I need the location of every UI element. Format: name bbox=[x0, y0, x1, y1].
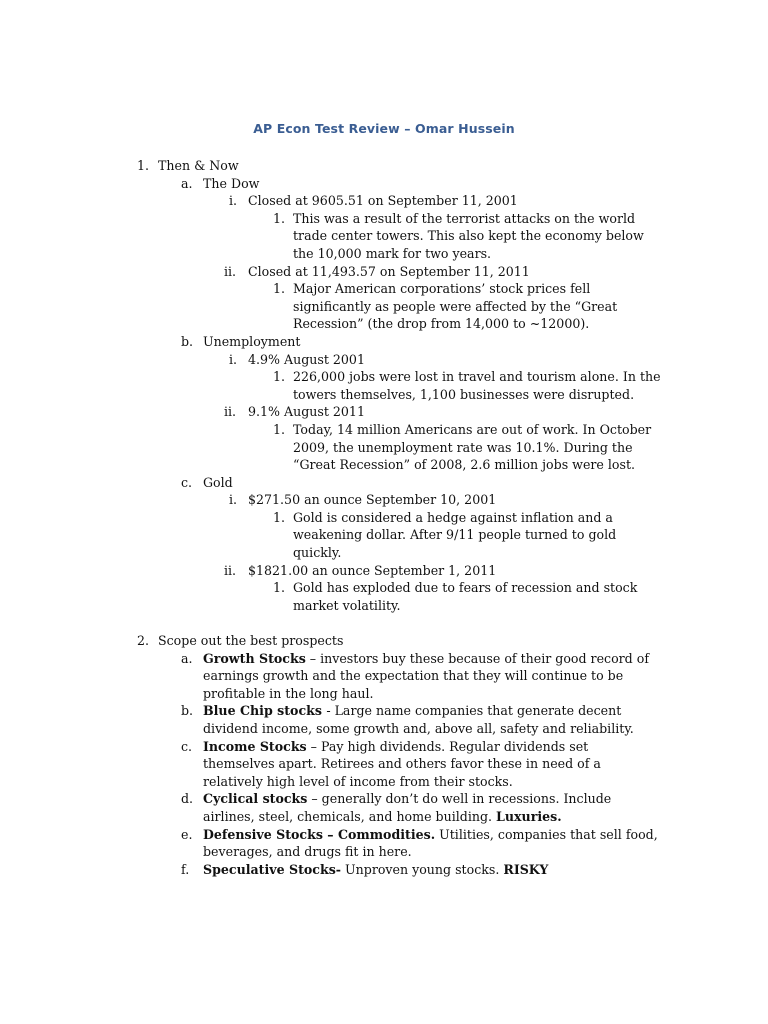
list-item bbox=[0, 826, 768, 861]
section-heading: Then & Now bbox=[158, 158, 239, 173]
term: Income Stocks bbox=[203, 738, 307, 754]
list-item bbox=[0, 192, 768, 210]
list-item bbox=[0, 579, 768, 614]
subsection-dow bbox=[0, 175, 768, 193]
section-then-and-now bbox=[0, 157, 768, 175]
definition: – investors buy these because of their good record of earnings growth and the expectation that they will continue to be profitable in the long haul. bbox=[203, 650, 649, 701]
page-title: AP Econ Test Review – Omar Hussein bbox=[253, 121, 515, 136]
list-marker: c. bbox=[181, 474, 193, 490]
list-item-text: 226,000 jobs were lost in travel and tourism alone. In the towers themselves, 1,100 businesses were disrupted. bbox=[293, 369, 661, 402]
list-marker: e. bbox=[181, 826, 193, 842]
list-marker: ii. bbox=[224, 263, 237, 279]
list-marker: 1. bbox=[273, 281, 286, 297]
outline bbox=[0, 157, 768, 878]
list-item bbox=[0, 509, 768, 562]
list-marker: d. bbox=[181, 791, 194, 807]
list-item bbox=[0, 650, 768, 703]
list-item-text: 9.1% August 2011 bbox=[248, 404, 365, 420]
list-item bbox=[0, 491, 768, 509]
definition: Unproven young stocks. bbox=[341, 861, 504, 877]
definition: Utilities, companies that sell food, beverages, and drugs fit in here. bbox=[203, 826, 658, 860]
list-item-text bbox=[203, 738, 658, 791]
list-marker: 1. bbox=[273, 369, 286, 385]
list-marker: 1. bbox=[273, 421, 286, 437]
list-item-text bbox=[203, 650, 658, 703]
term: Blue Chip stocks bbox=[203, 703, 327, 719]
list-marker: i. bbox=[229, 492, 238, 508]
list-marker: i. bbox=[229, 193, 238, 209]
subsection-gold bbox=[0, 474, 768, 492]
definition: – Pay high dividends. Regular dividends set themselves apart. Retirees and others favor these in need of a relatively high level of income from their stocks. bbox=[203, 738, 601, 789]
list-item-text: Major American corporations’ stock prices fell significantly as people were affected by the “Great Recession” (the drop from 14,000 to ~12000). bbox=[293, 281, 618, 332]
list-marker: b. bbox=[181, 703, 194, 719]
list-item bbox=[0, 403, 768, 421]
list-item bbox=[0, 280, 768, 333]
list-item-text bbox=[203, 861, 658, 879]
list-marker: ii. bbox=[224, 562, 237, 578]
list-item bbox=[0, 368, 768, 403]
list-item bbox=[0, 421, 768, 474]
term: Growth Stocks bbox=[203, 650, 306, 666]
emphasis: RISKY bbox=[503, 861, 549, 877]
list-item bbox=[0, 263, 768, 281]
list-item-text: Closed at 11,493.57 on September 11, 2011 bbox=[248, 263, 530, 279]
list-item-text bbox=[203, 826, 658, 861]
list-item-text: This was a result of the terrorist attacks on the world trade center towers. This also kept the economy below the 10,000 mark for two years. bbox=[293, 210, 644, 261]
subsection-heading: Unemployment bbox=[203, 333, 301, 349]
subsection-unemployment bbox=[0, 333, 768, 351]
list-item-text: Gold has exploded due to fears of recession and stock market volatility. bbox=[293, 580, 638, 613]
list-item bbox=[0, 790, 768, 825]
list-marker: ii. bbox=[224, 404, 237, 420]
list-item bbox=[0, 562, 768, 580]
list-marker: a. bbox=[181, 175, 193, 191]
list-marker: 1. bbox=[137, 158, 150, 173]
list-marker: i. bbox=[229, 351, 238, 367]
term: Defensive Stocks – Commodities. bbox=[203, 826, 436, 842]
term: Cyclical stocks bbox=[203, 791, 308, 807]
list-marker: 2. bbox=[137, 633, 150, 649]
list-item-text: $271.50 an ounce September 10, 2001 bbox=[248, 492, 497, 508]
list-marker: 1. bbox=[273, 509, 286, 525]
list-item bbox=[0, 861, 768, 879]
emphasis: Luxuries. bbox=[496, 808, 562, 824]
list-marker: 1. bbox=[273, 580, 286, 596]
list-item-text bbox=[203, 702, 658, 737]
term: Speculative Stocks- bbox=[203, 861, 342, 877]
list-item bbox=[0, 702, 768, 737]
list-item bbox=[0, 210, 768, 263]
definition: - Large name companies that generate decent dividend income, some growth and, above all, safety and reliability. bbox=[203, 703, 634, 736]
definition: – generally don’t do well in recessions. Include airlines, steel, chemicals, and home building. bbox=[203, 791, 612, 824]
list-marker: c. bbox=[181, 738, 193, 754]
list-item-text: $1821.00 an ounce September 1, 2011 bbox=[248, 562, 497, 578]
section-best-prospects bbox=[0, 632, 768, 650]
list-marker: 1. bbox=[273, 210, 286, 226]
list-item-text: Closed at 9605.51 on September 11, 2001 bbox=[248, 193, 518, 209]
spacer bbox=[0, 614, 768, 632]
list-marker: f. bbox=[181, 861, 190, 877]
list-item-text bbox=[203, 790, 658, 825]
list-item bbox=[0, 738, 768, 791]
list-marker: b. bbox=[181, 333, 194, 349]
list-item bbox=[0, 351, 768, 369]
list-item-text: Gold is considered a hedge against inflation and a weakening dollar. After 9/11 people turned to gold quickly. bbox=[293, 509, 617, 561]
list-marker: a. bbox=[181, 650, 193, 666]
list-item-text: Today, 14 million Americans are out of work. In October 2009, the unemployment rate was 10.1%. During the “Great Recession” of 2008, 2.6 million jobs were lost. bbox=[293, 421, 652, 473]
subsection-heading: The Dow bbox=[203, 175, 260, 191]
list-item-text: 4.9% August 2001 bbox=[248, 351, 365, 367]
section-heading: Scope out the best prospects bbox=[158, 633, 344, 649]
subsection-heading: Gold bbox=[203, 474, 233, 490]
